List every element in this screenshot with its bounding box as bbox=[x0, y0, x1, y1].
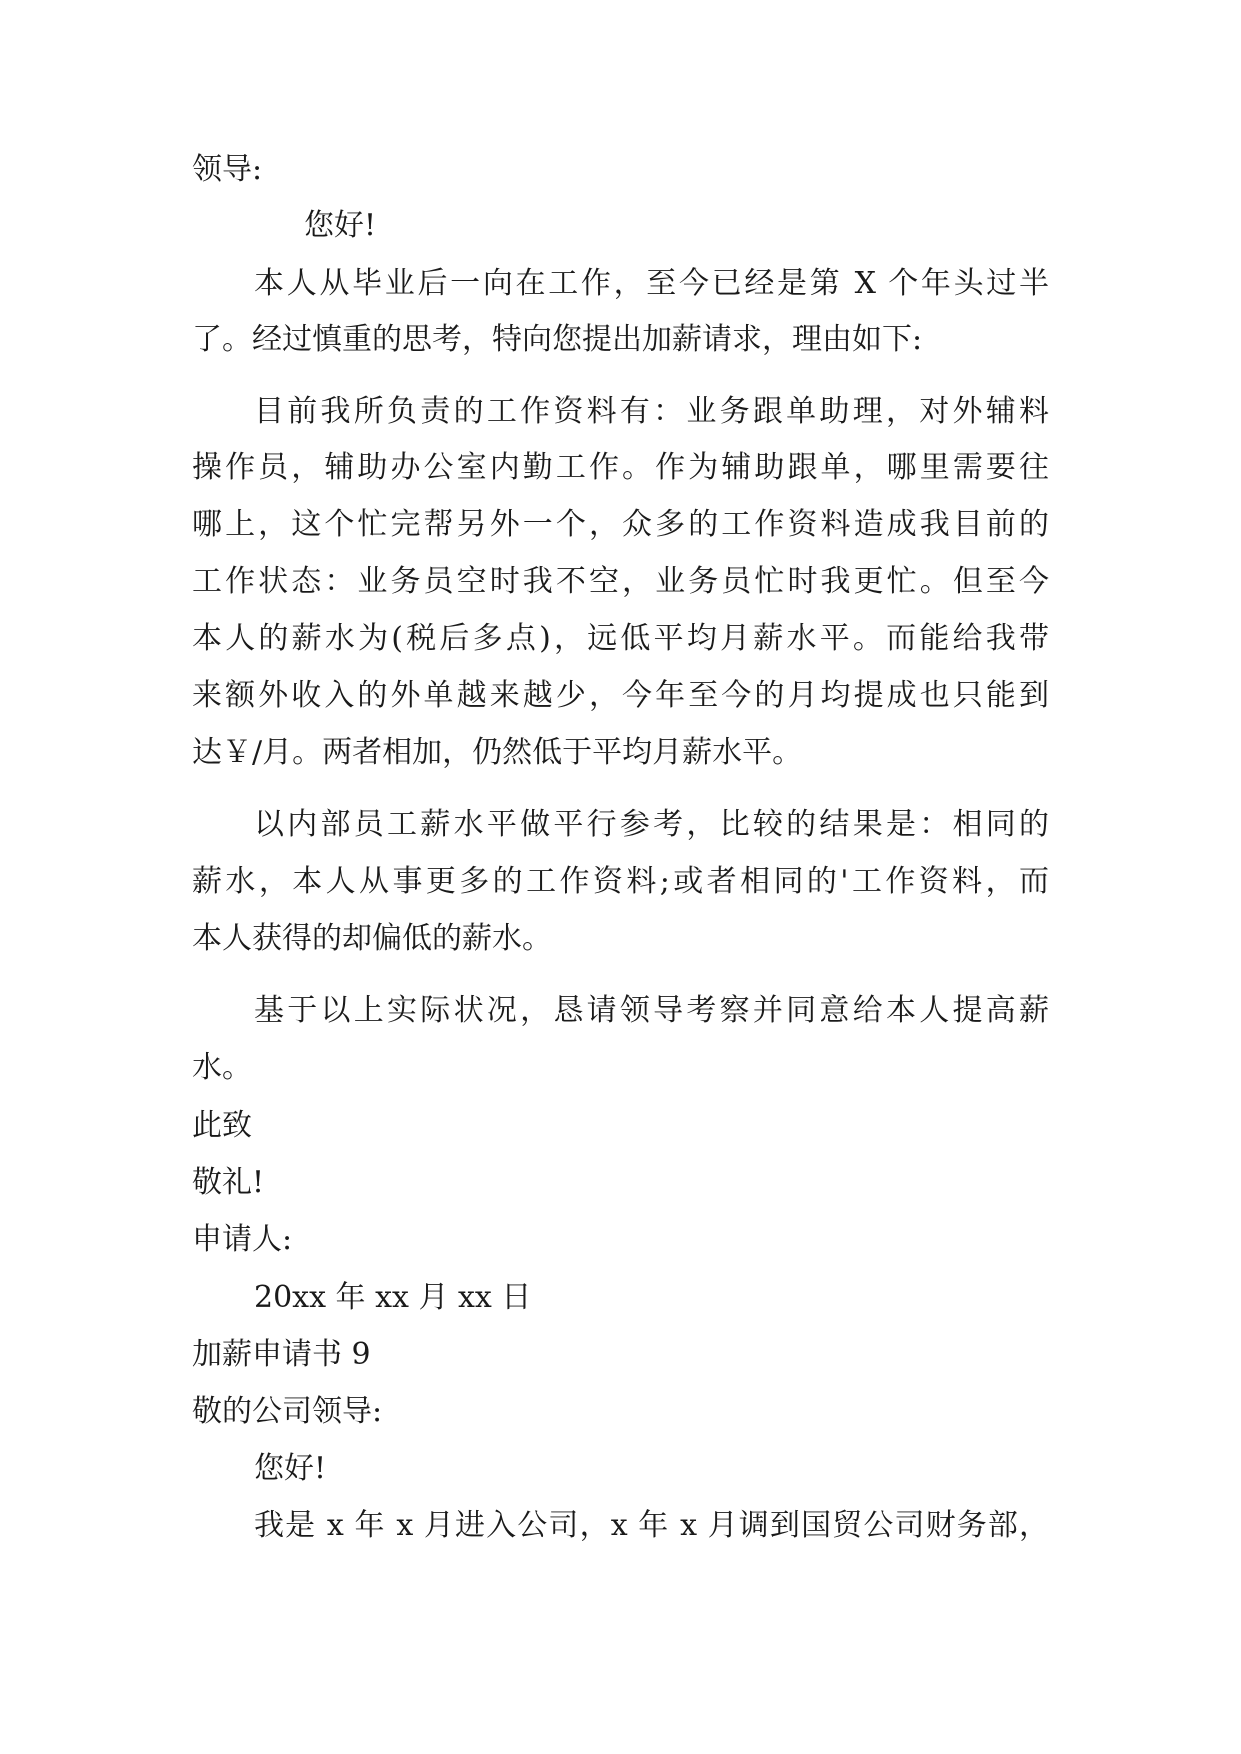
date-line: 20xx 年 xx 月 xx 日 bbox=[254, 1280, 532, 1315]
paragraph-line: 薪水，本人从事更多的工作资料;或者相同的'工作资料，而 bbox=[192, 864, 1049, 899]
paragraph-line: 本人的薪水为(税后多点)，远低平均月薪水平。而能给我带 bbox=[192, 621, 1049, 656]
paragraph-line: 来额外收入的外单越来越少，今年至今的月均提成也只能到 bbox=[192, 678, 1049, 713]
paragraph-line: 本人获得的却偏低的薪水。 bbox=[192, 921, 552, 956]
greeting: 您好! bbox=[304, 208, 377, 243]
paragraph-line: 操作员，辅助办公室内勤工作。作为辅助跟单，哪里需要往 bbox=[192, 450, 1049, 485]
paragraph-line: 达￥/月。两者相加，仍然低于平均月薪水平。 bbox=[192, 735, 803, 770]
paragraph-line: 以内部员工薪水平做平行参考，比较的结果是：相同的 bbox=[254, 807, 1049, 842]
paragraph-line: 本人从毕业后一向在工作，至今已经是第 X 个年头过半 bbox=[254, 266, 1049, 301]
paragraph-line: 哪上，这个忙完帮另外一个，众多的工作资料造成我目前的 bbox=[192, 507, 1049, 542]
closing-line: 此致 bbox=[192, 1108, 252, 1143]
paragraph-line: 目前我所负责的工作资料有：业务跟单助理，对外辅料 bbox=[254, 394, 1049, 429]
paragraph-line: 基于以上实际状况，恳请领导考察并同意给本人提高薪 bbox=[254, 993, 1049, 1028]
paragraph-line: 了。经过慎重的思考，特向您提出加薪请求，理由如下: bbox=[192, 322, 923, 357]
applicant-label: 申请人: bbox=[192, 1222, 293, 1257]
salutation: 敬的公司领导: bbox=[192, 1394, 383, 1429]
paragraph-line: 水。 bbox=[192, 1050, 252, 1085]
paragraph-line: 我是 x 年 x 月进入公司，x 年 x 月调到国贸公司财务部， bbox=[254, 1508, 1049, 1543]
salutation: 领导: bbox=[192, 152, 263, 187]
paragraph-line: 工作状态：业务员空时我不空，业务员忙时我更忙。但至今 bbox=[192, 564, 1049, 599]
closing-line: 敬礼! bbox=[192, 1165, 265, 1200]
letter-heading: 加薪申请书 9 bbox=[192, 1337, 371, 1372]
greeting: 您好! bbox=[254, 1451, 327, 1486]
